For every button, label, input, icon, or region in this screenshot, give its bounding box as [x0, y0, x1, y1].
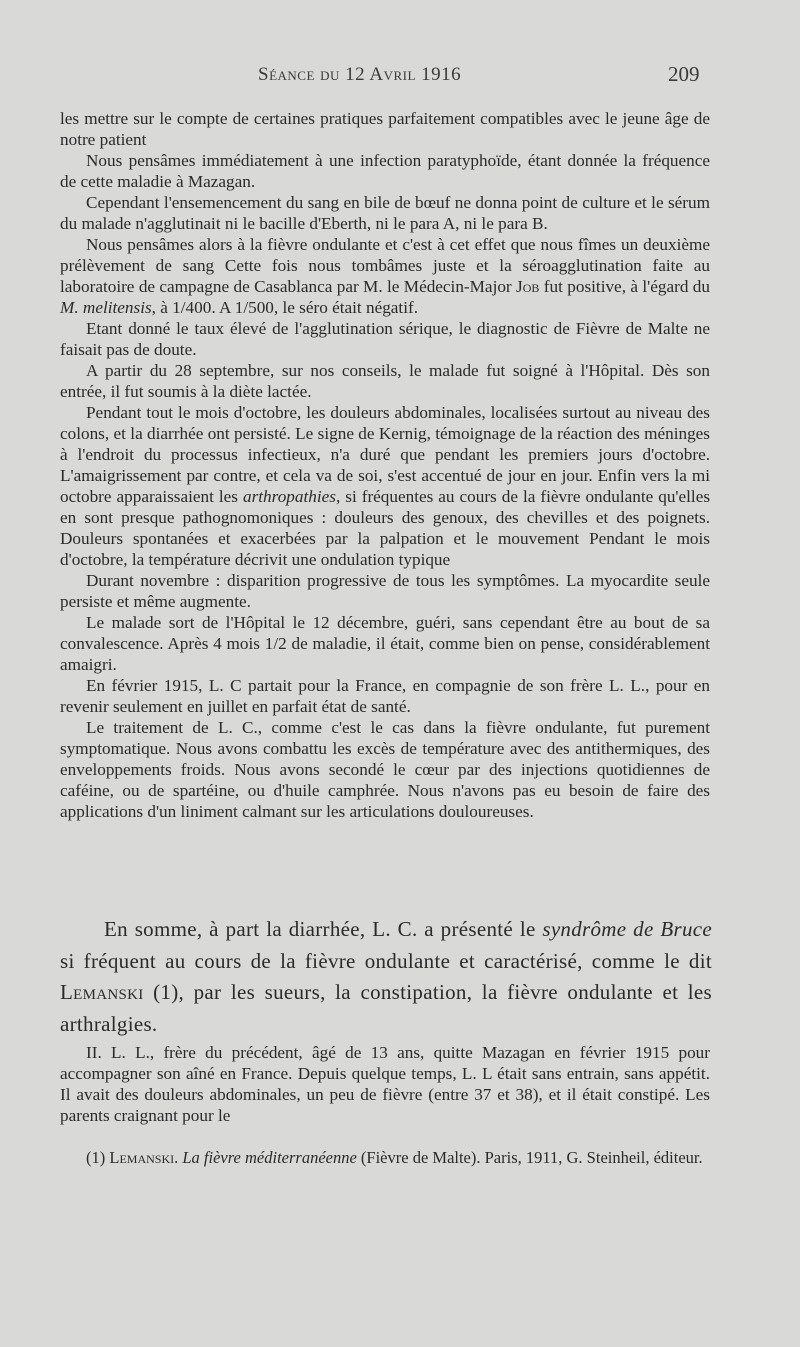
person-name: Job [516, 277, 540, 296]
paragraph: En février 1915, L. C partait pour la France, en compagnie de son frère L. L., pour en revenir seulement en juillet en parfait état de santé. [60, 676, 710, 716]
syndrome-name: syndrôme de Bruce [542, 917, 712, 941]
italic-term: arthropathies [243, 487, 336, 506]
paragraph: Le malade sort de l'Hôpital le 12 décembre, guéri, sans cependant être au bout de sa convalescence. Après 4 mois 1/2 de maladie, il était, comme bien on pense, considérablement amaigri. [60, 613, 710, 674]
page-header [0, 62, 800, 88]
paragraph: Nous pensâmes immédiatement à une infection paratyphoïde, étant donnée la fréquence de cette maladie à Mazagan. [60, 151, 710, 191]
cited-author: Lemanski [60, 980, 144, 1004]
footnote: (1) Lemanski. La fièvre méditerranéenne (Fièvre de Malte). Paris, 1911, G. Steinheil, éditeur. [86, 1148, 703, 1167]
paragraph: Durant novembre : disparition progressive de tous les symptômes. La myocardite seule persiste et même augmente. [60, 571, 710, 611]
footnote-title: La fièvre méditerranéenne [182, 1148, 357, 1167]
page-number: 209 [668, 62, 700, 86]
paragraph: Cependant l'ensemencement du sang en bile de bœuf ne donna point de culture et le sérum du malade n'agglutinait ni le bacille d'Eberth, ni le para A, ni le para B. [60, 193, 710, 233]
paragraph: les mettre sur le compte de certaines pratiques parfaitement compatibles avec le jeune âge de notre patient [60, 109, 710, 149]
paragraph: Etant donné le taux élevé de l'agglutination sérique, le diagnostic de Fièvre de Malte ne faisait pas de doute. [60, 319, 710, 359]
paragraph: Pendant tout le mois d'octobre, les douleurs abdominales, localisées surtout au niveau des colons, et la diarrhée ont persisté. Le signe de Kernig, témoignage de la réaction des méninges à l'endroit du processus infectieux, n'a duré que pendant les premiers jours d'octobre. L'amaigrissement par contre, et cela va de soi, s'est accentué de jour en jour. Enfin vers la mi octobre apparaissaient les arthropathies, si fréquentes au cours de la fièvre ondulante qu'elles en sont presque pathognomoniques : douleurs des genoux, des chevilles et des poignets. Douleurs spontanées et exacerbées par la palpation et le mouvement Pendant le mois d'octobre, la température décrivit une ondulation typique [60, 403, 711, 569]
paragraph: Nous pensâmes alors à la fièvre ondulante et c'est à cet effet que nous fîmes un deuxième prélèvement de sang Cette fois nous tombâmes juste et la séroagglutination faite au laboratoire de campagne de Casablanca par M. le Médecin-Major Job fut positive, à l'égard du M. melitensis, à 1/400. A 1/500, le séro était négatif. [60, 235, 710, 317]
running-title: Séance du 12 Avril 1916 [258, 64, 462, 85]
case-report-body [60, 108, 710, 822]
paragraph: A partir du 28 septembre, sur nos conseils, le malade fut soigné à l'Hôpital. Dès son entrée, il fut soumis à la diète lactée. [60, 361, 710, 401]
paragraph: Le traitement de L. C., comme c'est le cas dans la fièvre ondulante, fut purement symptomatique. Nous avons combattu les excès de température avec des antithermiques, des enveloppements froids. Nous avons secondé le cœur par des injections quotidiennes de caféine, ou de spartéine, ou d'huile camphrée. Nous n'avons pas eu besoin de faire des applications d'un liniment calmant sur les articulations douloureuses. [60, 718, 710, 821]
species-name: M. melitensis [60, 298, 152, 317]
case-ii-paragraph: II. L. L., frère du précédent, âgé de 13 ans, quitte Mazagan en février 1915 pour accompagner son aîné en France. Depuis quelque temps, L. L était sans entrain, sans appétit. Il avait des douleurs abdominales, un peu de fièvre (entre 37 et 38), et il était constipé. Les parents craignant pour le [60, 1043, 710, 1125]
summary-paragraph: En somme, à part la diarrhée, L. C. a présenté le syndrôme de Bruce si fréquent au cours de la fièvre ondulante et caractérisé, comme le dit Lemanski (1), par les sueurs, la constipation, la fièvre ondulante et les arthralgies. [60, 917, 712, 1036]
footnote-author: Lemanski. [109, 1148, 179, 1167]
